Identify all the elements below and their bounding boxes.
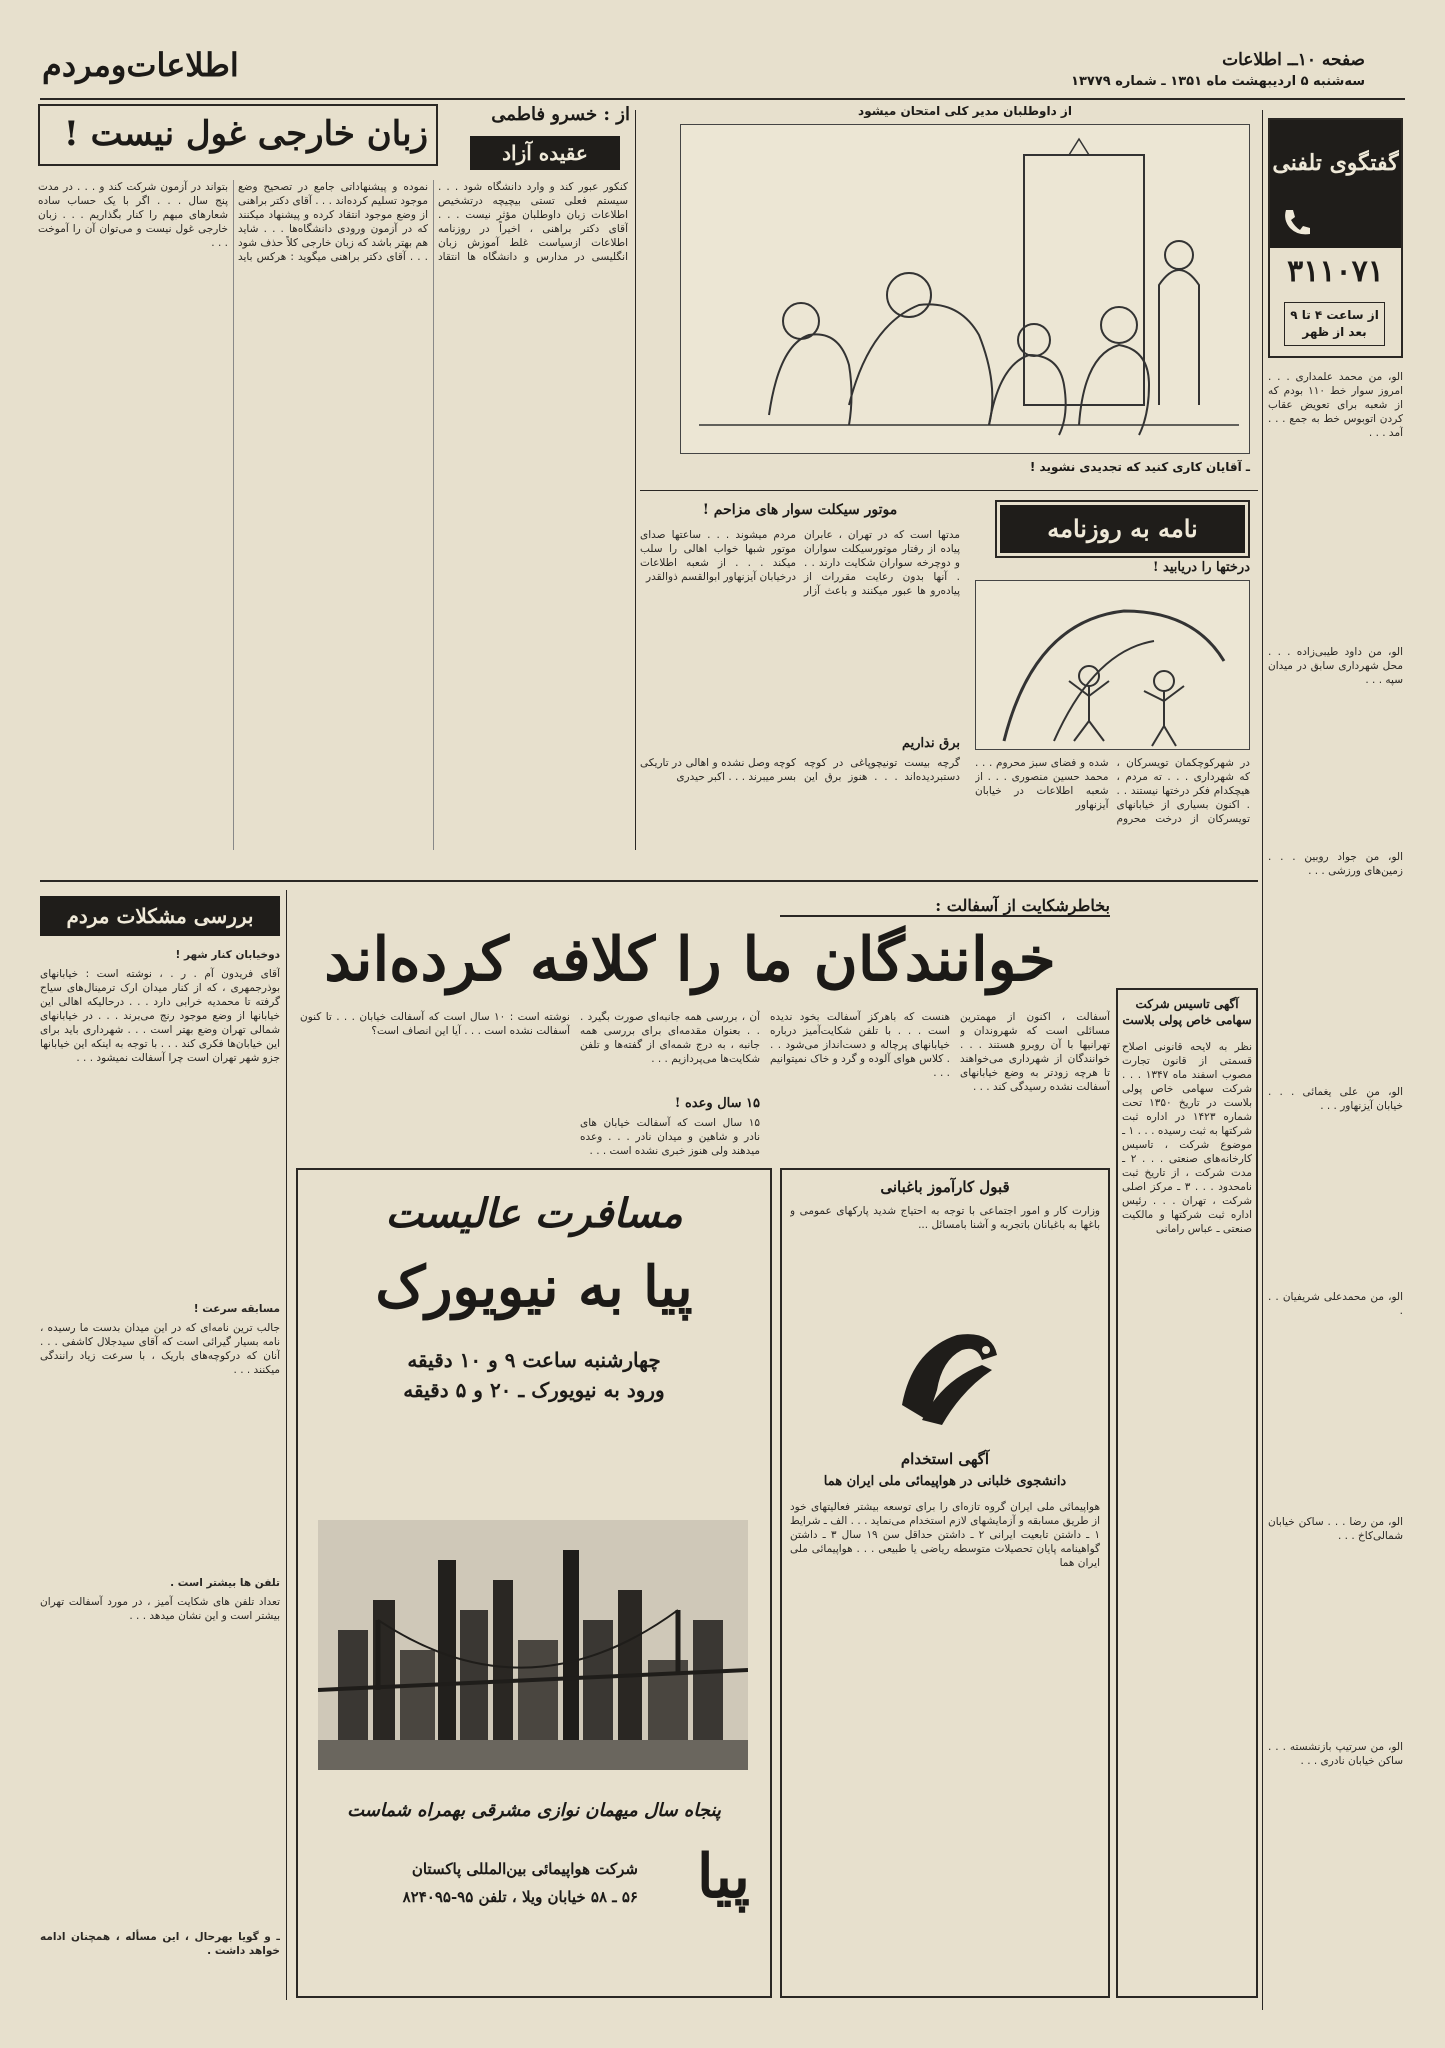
column-rule [1262, 110, 1263, 2010]
problems-col-1: آسفالت ، اکنون از مهمترین مسائلی است که شهروندان و تهرانیها با آن روبرو هستند . . . خوانندگان از شهرداری می‌خواهند تا هرچه زودتر به وضع خیابانهای آسفالت نشده رسیدگی کند . . . [960, 1011, 1110, 1093]
left-column-intro [40, 948, 280, 1998]
issue-date: سه‌شنبه ۵ اردیبهشت ماه ۱۳۵۱ ـ شماره ۱۳۷۷۹ [1071, 74, 1365, 89]
pia-slogan: پنجاه سال میهمان نوازی مشرقی بهمراه شماست [347, 1800, 721, 1821]
new-york-skyline-photo [318, 1520, 748, 1770]
list-item: الو، من محمدعلی شریفیان . . . [1268, 1291, 1403, 1317]
column-rule [286, 890, 287, 2000]
article-body: کنکور عبور کند و وارد دانشگاه شود . . . سیستم فعلی تستی بیچیچه درتشخیص اطلاعات زبان داوطلبان مؤثر نیست . . . آقای دکتر براهنی ، اخیراً در روزنامه اطلاعات ازسیاست غلط آموزش زبان انگلیسی در مدارس و دانشگاه ها انتقاد نموده و پیشنهاداتی جامع در تصحیح وضع موجود تسلیم کرده‌اند . . . آقای دکتر براهنی از وضع موجود انتقاد کرده و پیشنهاد میکنند که در آزمون ورودی دانشگاه‌ها . . . شاید هم بهتر باشد که زبان خارجی کلاً حذف شود . . . آقای دکتر براهنی میگوید : هرکس باید بتواند در آزمون شرکت کند و . . . در مدت پنج سال . . . اگر با یک حساب ساده شعارهای مبهم را کنار بگذاریم . . . زبان خارجی غول نیست و می‌توان آن را آموخت . . . [38, 181, 628, 263]
promise-title: ۱۵ سال وعده ! [674, 1096, 760, 1111]
list-item: الو، من رضا . . . ساکن خیابان شمالی‌کاخ . . . [1268, 1516, 1403, 1542]
column-label: عقیده آزاد [470, 136, 620, 170]
trees-cartoon [975, 580, 1250, 750]
letter-box-body: در شهرکوچکمان تویسرکان ، که شهرداری . . . ته مردم ، هیچکدام فکر درختها نیستند . . . اکنون بسیاری از خیابانهای تویسرکان از درخت محروم شده و فضای سبز محروم . . . محمد حسین منصوری . . . از شعبه اطلاعات در خیابان آیزنهاور [975, 757, 1250, 825]
left-col-sub1: مسابقه سرعت ! [193, 1303, 280, 1315]
list-item: الو، من علی یغمائی . . . خیابان آیزنهاور . . . [1268, 1086, 1403, 1112]
pia-brand: پیا [696, 1842, 750, 1912]
homa-ad-caption: آگهی استخدام [900, 1450, 990, 1468]
cartoon-exam [680, 124, 1250, 454]
problems-col-3: آن ، بررسی همه جانبه‌ای صورت بگیرد . . . بعنوان مقدمه‌ای برای بررسی همه جانبه ، به درج شمه‌ای از گفته‌ها و تلفن شکایت‌ها می‌پردازیم . . . [580, 1011, 760, 1065]
homa-ad-sub: دانشجوی خلبانی در هواپیمائی ملی ایران هما [823, 1474, 1067, 1489]
problems-section-label: بررسی مشکلات مردم [40, 896, 280, 936]
masthead [0, 0, 1445, 100]
page-number: صفحه ۱۰ــ اطلاعات [1222, 50, 1365, 70]
phone-box-title: گفتگوی تلفنی [1270, 120, 1401, 248]
divider [640, 490, 1258, 491]
problems-col-4: نوشته است : ۱۰ سال است که آسفالت خیابان . . . تا کنون آسفالت نشده است . . . آیا این انصاف است؟ [300, 1011, 570, 1037]
pia-ad [296, 1168, 772, 1998]
headline-box [38, 104, 438, 166]
list-item: الو، من محمد علمداری . . . امروز سوار خط ۱۱۰ بودم که از شعبه برای تعویض عقاب کردن اتوبوس خط به جمع . . . آمد . . . [1268, 371, 1403, 439]
company-ad [1116, 988, 1258, 1998]
company-ad-body: نظر به لایحه قانونی اصلاح قسمتی از قانون تجارت مصوب اسفند ماه ۱۳۴۷ . . . شرکت سهامی خاص پولی بلاست در تاریخ ۱۳۵۰ تحت شماره ۱۴۲۳ در اداره ثبت شرکتها به ثبت رسیده . . . ۱ ـ موضوع شرکت ، تاسیس کارخانه‌های صنعتی . . . ۲ ـ مدت شرکت ، از تاریخ ثبت نامحدود . . . ۳ ـ مرکز اصلی شرکت ، تهران . . . رئیس اداره ثبت شرکتها و مالکیت صنعتی ـ عباس رامانی [1122, 1041, 1252, 1235]
pia-line1: مسافرت عالیست [385, 1190, 683, 1237]
problems-kicker: بخاطرشکایت از آسفالت : [780, 896, 1110, 917]
company-ad-title: آگهی تاسیس شرکت سهامی خاص پولی بلاست [1122, 997, 1252, 1027]
pia-line3: چهارشنبه ساعت ۹ و ۱۰ دقیقه [407, 1348, 661, 1372]
promise-body: ۱۵ سال است که آسفالت خیابان های نادر و شاهین و میدان نادر . . . وعده میدهند ولی هنوز خبری نشده است . . . [580, 1117, 760, 1157]
letter-box-subtitle: درختها را دریابید ! [1152, 560, 1250, 575]
pia-company: شرکت هواپیمائی بین‌المللی پاکستان [411, 1860, 638, 1878]
pia-line4: ورود به نیویورک ـ ۲۰ و ۵ دقیقه [403, 1378, 665, 1402]
phone-box [1268, 118, 1403, 358]
problems-headline: خوانندگان ما را کلافه کرده‌اند [324, 925, 1056, 995]
phone-items-list [1268, 370, 1403, 1995]
barq-title: برق نداریم [901, 736, 960, 751]
barq-body: گرچه بیست تونیچوپاغی در کوچه دستبردیده‌اند . . . هنوز برق این کوچه وصل نشده و اهالی در تاریکی بسر میبرند . . . اکبر حیدری [640, 757, 960, 783]
article-headline: زبان خارجی غول نیست ! [63, 114, 428, 154]
list-item: الو، من داود طیبی‌زاده . . . محل شهرداری سابق در میدان سپه . . . [1268, 646, 1403, 686]
left-col-body: آقای فریدون آم . ر . ، نوشته است : خیابانهای بوذرجمهری ، که از کنار میدان ارک ترمینال‌های سیاح گرفته تا محمدیه خرابی دارد . . . درحالیکه اهالی این خیابانها از وضع موجود رنج می‌برند . . . در خیابانهای شمالی تهران وضع بهتر است . . . شهرداری باید برای این خیابان‌ها فکری کند . . . با توجه به اینکه این خیابانها جزو شهر تهران است چرا آسفالت نمیشود . . . [40, 968, 280, 1064]
homa-ad-reqs: هواپیمائی ملی ایران گروه تازه‌ای را برای توسعه بیشتر فعالیتهای خود از طریق مسابقه و آزمایشهای لازم استخدام می‌نماید . . . الف ـ شرایط ۱ ـ داشتن تابعیت ایرانی ۲ ـ داشتن حداقل سن ۱۹ سال ۳ ـ داشتن گواهینامه پایان تحصیلات متوسطه ریاضی یا طبیعی . . . هواپیمائی ملی ایران هما [790, 1501, 1100, 1569]
letter-box-title-frame [995, 500, 1250, 558]
motorcycle-title: موتور سیکلت سوار های مزاحم ! [702, 502, 898, 518]
pia-address: ۵۶ ـ ۵۸ خیابان ویلا ، تلفن ۹۵-۸۲۴۰۹۵ [402, 1888, 638, 1906]
masthead-rule [40, 98, 1405, 100]
telephone-icon [1278, 204, 1314, 240]
letter-box-title: نامه به روزنامه [1000, 505, 1245, 553]
left-col-sub2-body: تعداد تلفن های شکایت آمیز ، در مورد آسفالت تهران بیشتر است و این نشان میدهد . . . [40, 1596, 280, 1622]
gardener-title: قبول کارآموز باغبانی [880, 1178, 1010, 1196]
cartoon-top-caption: از داوطلبان مدیر کلی امتحان میشود [858, 104, 1072, 118]
phone-number: ۳۱۱۰۷۱ [1287, 254, 1384, 289]
gardener-body: وزارت کار و امور اجتماعی با توجه به احتیاج شدید پارکهای عمومی و باغها به باغبانان باتجربه و آشنا بامسائل ... [790, 1205, 1100, 1231]
phone-hours: از ساعت ۴ تا ۹ بعد از ظهر [1284, 302, 1385, 346]
article-author: از : خسرو فاطمی [491, 104, 630, 125]
divider [40, 880, 1258, 882]
homa-ad [780, 1168, 1110, 1998]
list-item: الو، من سرتیپ بازنشسته . . . ساکن خیابان نادری . . . [1268, 1741, 1403, 1767]
problems-col-2: هنست که باهرکز آسفالت بخود ندیده است . . . با تلفن شکایت‌آمیز درباره خیابانهای پرچاله و دست‌انداز می‌شود . . . کلاس هوای آلوده و گرد و خاک نمیتوانیم . . . [770, 1011, 950, 1079]
column-rule [635, 110, 636, 850]
section-title: اطلاعات‌ومردم [42, 46, 239, 84]
left-col-sub1-body: جالب ترین نامه‌ای که در این میدان بدست ما رسیده ، نامه بسیار گیرائی است که آقای سیدجلال کاشفی . . . آنان که درکوچه‌های باریک ، با سرعت زیاد رانندگی میکنند . . . [40, 1322, 280, 1376]
homa-logo-icon [882, 1310, 1012, 1440]
pia-line2: پیا به نیویورک [375, 1254, 693, 1320]
cartoon-bottom-caption: ـ آقایان کاری کنید که تجدیدی نشوید ! [1029, 460, 1250, 474]
left-col-sign: ـ و گویا بهرحال ، این مسأله ، همچنان ادامه خواهد داشت . [40, 1931, 280, 1957]
list-item: الو، من جواد روبین . . . زمین‌های ورزشی . . . [1268, 851, 1403, 877]
left-col-sub2: تلفن ها بیشتر است . [170, 1577, 280, 1589]
left-col-title: دوخیابان کنار شهر ! [175, 949, 280, 961]
motorcycle-body: مدتها است که در تهران ، عابران پیاده از رفتار موتورسیکلت سواران و دوچرخه سواران شکایت دارند . . . آنها بدون رعایت مقررات از پیاده‌رو ها عبور میکنند و باعث آزار مردم میشوند . . . ساعتها صدای موتور شبها خواب اهالی را سلب میکند . . . از شعبه اطلاعات درخیابان آیزنهاور ابوالقسم ذوالقدر [640, 529, 960, 597]
